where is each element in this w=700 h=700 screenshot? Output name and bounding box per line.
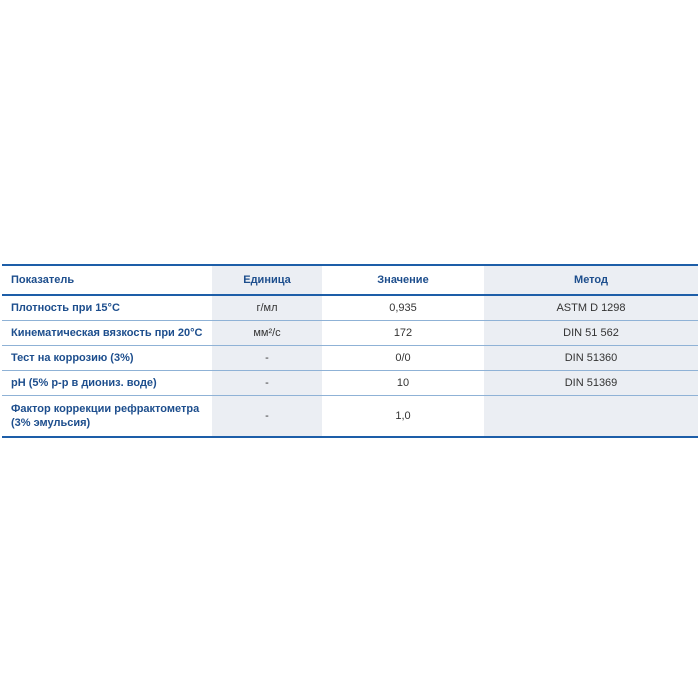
cell-parameter: Тест на коррозию (3%) <box>2 346 212 371</box>
cell-unit: - <box>212 371 322 396</box>
cell-unit: мм²/с <box>212 321 322 346</box>
cell-parameter: pH (5% р-р в диониз. воде) <box>2 371 212 396</box>
cell-value: 10 <box>322 371 484 396</box>
header-unit: Единица <box>212 265 322 295</box>
table-row <box>2 396 698 438</box>
cell-parameter: Кинематическая вязкость при 20°C <box>2 321 212 346</box>
table-row <box>2 371 698 396</box>
cell-value: 172 <box>322 321 484 346</box>
cell-method: DIN 51360 <box>484 346 698 371</box>
cell-parameter: Плотность при 15°C <box>2 295 212 321</box>
specifications-table <box>2 264 698 438</box>
cell-method <box>484 396 698 438</box>
header-method: Метод <box>484 265 698 295</box>
header-parameter: Показатель <box>2 265 212 295</box>
cell-method: ASTM D 1298 <box>484 295 698 321</box>
cell-unit: г/мл <box>212 295 322 321</box>
table-row <box>2 321 698 346</box>
cell-unit: - <box>212 346 322 371</box>
cell-method: DIN 51 562 <box>484 321 698 346</box>
spec-table-container <box>2 264 698 438</box>
cell-method: DIN 51369 <box>484 371 698 396</box>
cell-unit: - <box>212 396 322 438</box>
table-header-row <box>2 265 698 295</box>
cell-value: 0,935 <box>322 295 484 321</box>
header-value: Значение <box>322 265 484 295</box>
cell-value: 0/0 <box>322 346 484 371</box>
cell-parameter: Фактор коррекции рефрактометра (3% эмульсия) <box>2 396 212 438</box>
cell-value: 1,0 <box>322 396 484 438</box>
table-row <box>2 295 698 321</box>
table-row <box>2 346 698 371</box>
